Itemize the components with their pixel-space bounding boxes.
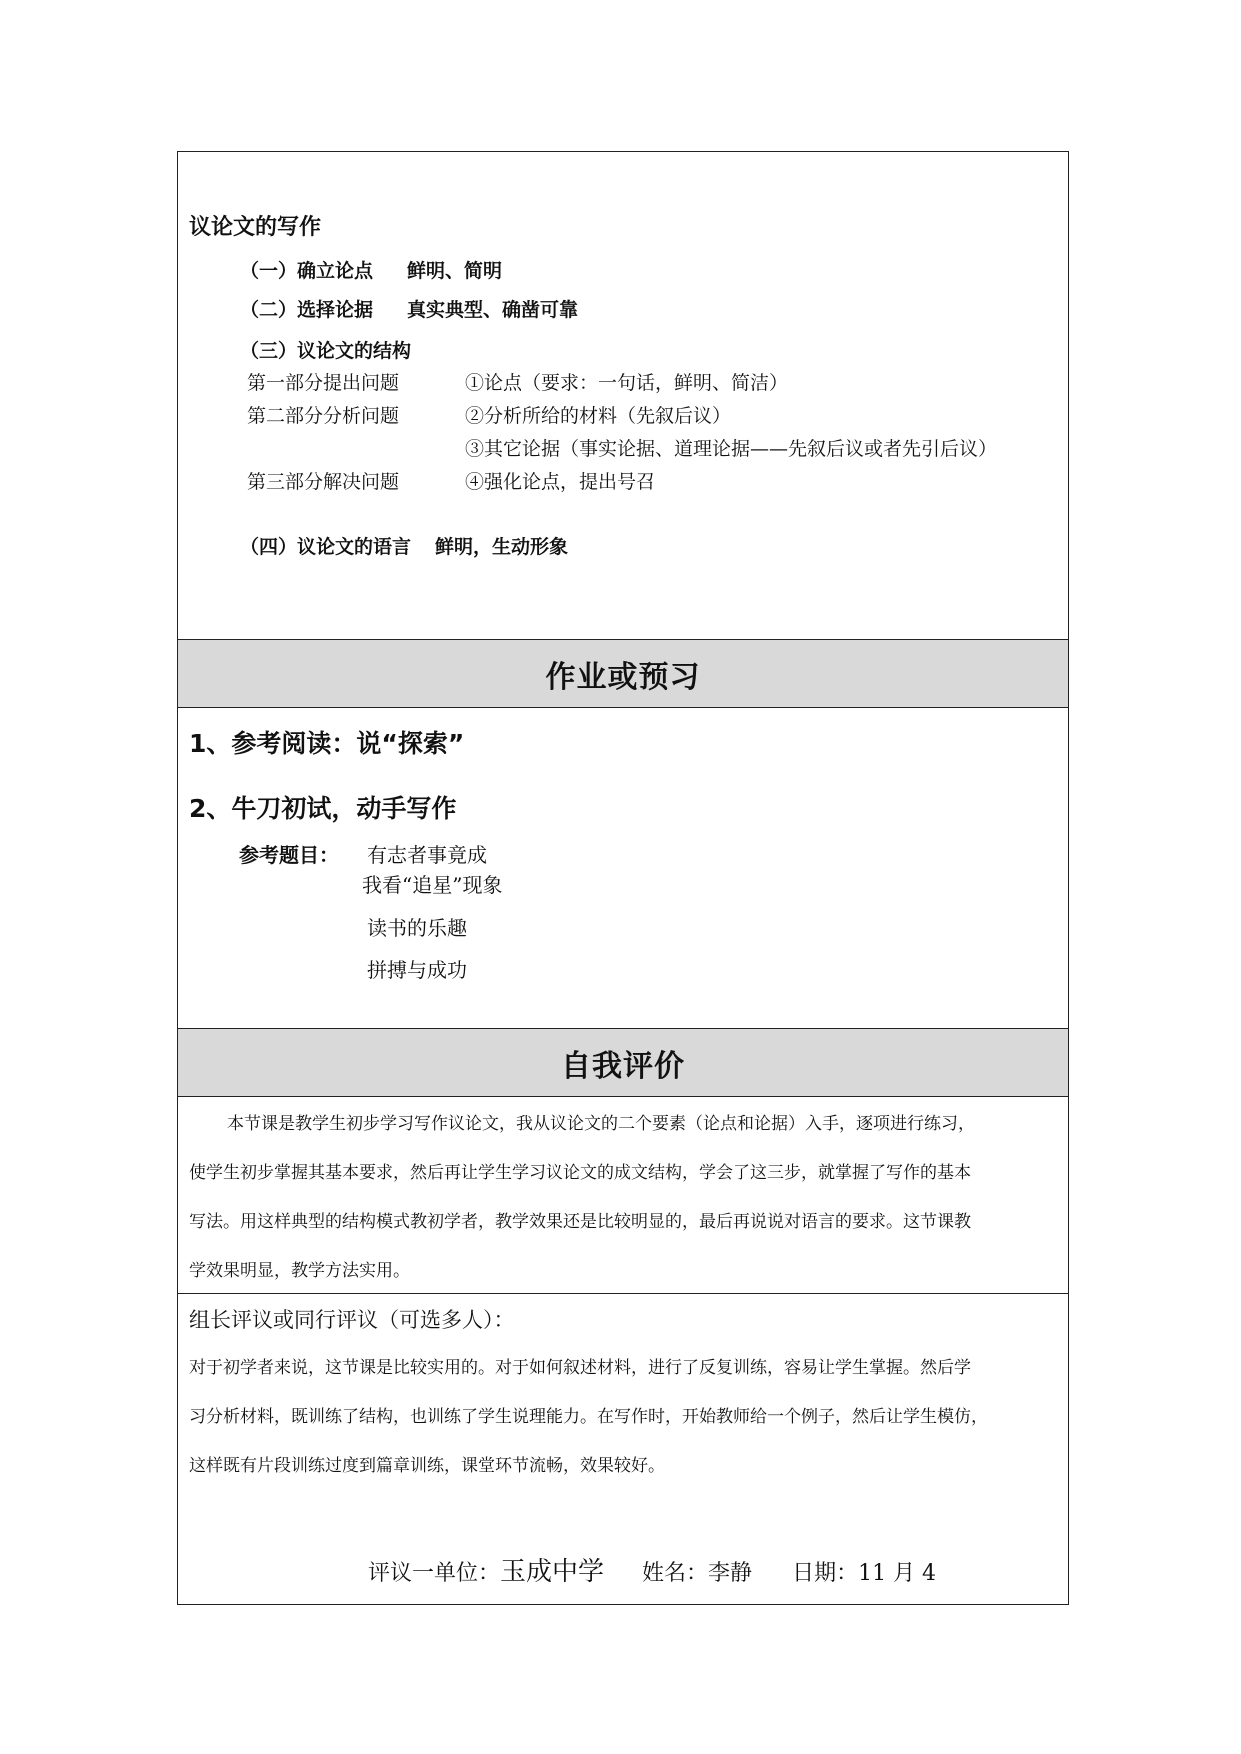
- structure-item-1: ①论点（要求：一句话，鲜明、简洁）: [465, 372, 789, 394]
- point2: [240, 295, 578, 322]
- homework-item-1: 1、参考阅读：说“探索”: [189, 729, 465, 758]
- point1: [240, 256, 502, 283]
- homework-heading: 作业或预习: [178, 640, 1068, 707]
- peer-review-line-3: 这样既有片段训练过度到篇章训练，课堂环节流畅，效果较好。: [189, 1456, 665, 1476]
- topic-4: 拼搏与成功: [367, 958, 467, 982]
- point3-label: （三）议论文的结构: [240, 340, 412, 362]
- review-date: 11 月 4: [858, 1561, 937, 1586]
- divider: [178, 1293, 1068, 1294]
- point4-label: （四）议论文的语言: [240, 536, 412, 558]
- divider: [178, 707, 1068, 708]
- point4: [240, 532, 568, 559]
- topic-2: 我看“追星”现象: [362, 873, 503, 897]
- structure-item-4: ④强化论点，提出号召: [465, 471, 656, 493]
- self-eval-heading: 自我评价: [178, 1029, 1068, 1096]
- review-name-label: 姓名：: [642, 1561, 709, 1586]
- topics-label: 参考题目：: [239, 843, 339, 867]
- structure-part-2: 第二部分分析问题: [247, 405, 400, 427]
- peer-review-heading: 组长评议或同行评议（可选多人）：: [189, 1308, 515, 1332]
- topic-1: 有志者事竟成: [367, 843, 487, 867]
- peer-review-line-2: 习分析材料，既训练了结构，也训练了学生说理能力。在写作时，开始教师给一个例子，然后让学生模仿，: [189, 1407, 988, 1427]
- divider: [178, 1096, 1068, 1097]
- self-eval-line-2: 使学生初步掌握其基本要求，然后再让学生学习议论文的成文结构，学会了这三步，就掌握了写作的基本: [189, 1163, 971, 1183]
- review-unit-label: 评议一单位：: [368, 1561, 501, 1586]
- point1-value: 鲜明、简明: [407, 260, 503, 282]
- self-eval-line-3: 写法。用这样典型的结构模式教初学者，教学效果还是比较明显的，最后再说说对语言的要求。这节课教: [189, 1212, 971, 1232]
- point4-value: 鲜明，生动形象: [435, 536, 569, 558]
- point2-label: （二）选择论据: [240, 299, 374, 321]
- structure-item-2: ②分析所给的材料（先叙后议）: [465, 405, 732, 427]
- point1-label: （一）确立论点: [240, 260, 374, 282]
- review-signature: [368, 1551, 936, 1588]
- topic-3: 读书的乐趣: [367, 916, 467, 940]
- point2-value: 真实典型、确凿可靠: [407, 299, 579, 321]
- peer-review-line-1: 对于初学者来说，这节课是比较实用的。对于如何叙述材料，进行了反复训练，容易让学生掌握。然后学: [189, 1358, 971, 1378]
- lesson-title: 议论文的写作: [189, 215, 322, 240]
- self-eval-line-4: 学效果明显，教学方法实用。: [189, 1261, 410, 1281]
- review-name: 李静: [708, 1561, 753, 1586]
- structure-part-4: 第三部分解决问题: [247, 471, 400, 493]
- structure-item-3: ③其它论据（事实论据、道理论据——先叙后议或者先引后议）: [465, 438, 998, 460]
- structure-part-1: 第一部分提出问题: [247, 372, 400, 394]
- homework-item-2: 2、牛刀初试，动手写作: [189, 794, 457, 823]
- self-eval-line-1: 本节课是教学生初步学习写作议论文，我从议论文的二个要素（论点和论据）入手，逐项进行练习，: [227, 1114, 975, 1134]
- lesson-plan-table: [177, 151, 1069, 1605]
- review-unit: 玉成中学: [500, 1557, 605, 1587]
- review-date-label: 日期：: [792, 1561, 859, 1586]
